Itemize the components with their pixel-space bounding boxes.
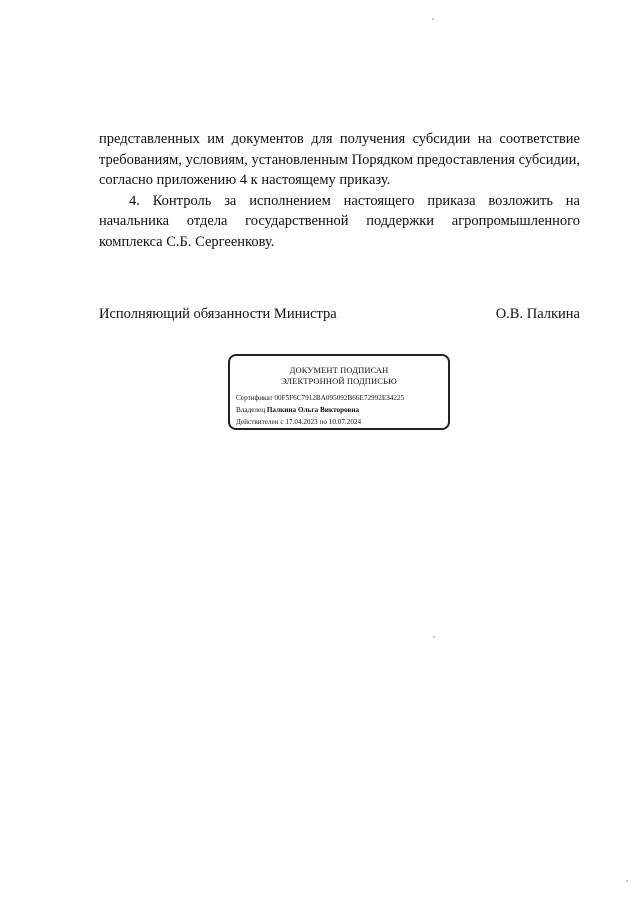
stamp-valid-to-label: по — [319, 418, 327, 426]
stamp-certificate-label: Сертификат — [236, 394, 273, 402]
electronic-signature-stamp — [228, 354, 450, 430]
stamp-title-line-2: ЭЛЕКТРОННОЙ ПОДПИСЬЮ — [281, 375, 397, 386]
stamp-valid-to: 10.07.2024 — [328, 418, 362, 426]
stamp-valid-from: 17.04.2023 — [285, 418, 318, 426]
stamp-valid-from-label: с — [280, 418, 284, 426]
scan-speck — [433, 636, 435, 638]
paragraph-continuation: представленных им документов для получения субсидии на соответствие требованиям, условиям, установленным Порядком предоставления субсидии, согласно приложению 4 к настоящему приказу. — [99, 131, 580, 188]
paragraph-item-4: 4. Контроль за исполнением настоящего приказа возложить на начальника отдела государственной поддержки агропромышленного комплекса С.Б. Сергеенкову. — [99, 192, 580, 250]
document-body — [99, 129, 580, 252]
signer-name: О.В. Палкина — [495, 306, 580, 322]
signer-role: Исполняющий обязанности Министра — [99, 306, 337, 322]
stamp-certificate-value: 00F5F6C7912BA095092B66E72992E34225 — [274, 394, 405, 402]
stamp-title — [230, 365, 448, 386]
stamp-owner-value: Палкина Ольга Викторовна — [266, 406, 360, 414]
scan-speck — [626, 880, 628, 882]
stamp-title-line-1: ДОКУМЕНТ ПОДПИСАН — [289, 365, 389, 375]
stamp-validity — [236, 418, 361, 427]
stamp-certificate — [236, 394, 404, 403]
stamp-valid-label: Действителен — [236, 418, 279, 426]
stamp-owner — [236, 406, 359, 415]
stamp-owner-label: Владелец — [236, 406, 266, 414]
scan-speck — [432, 18, 434, 20]
